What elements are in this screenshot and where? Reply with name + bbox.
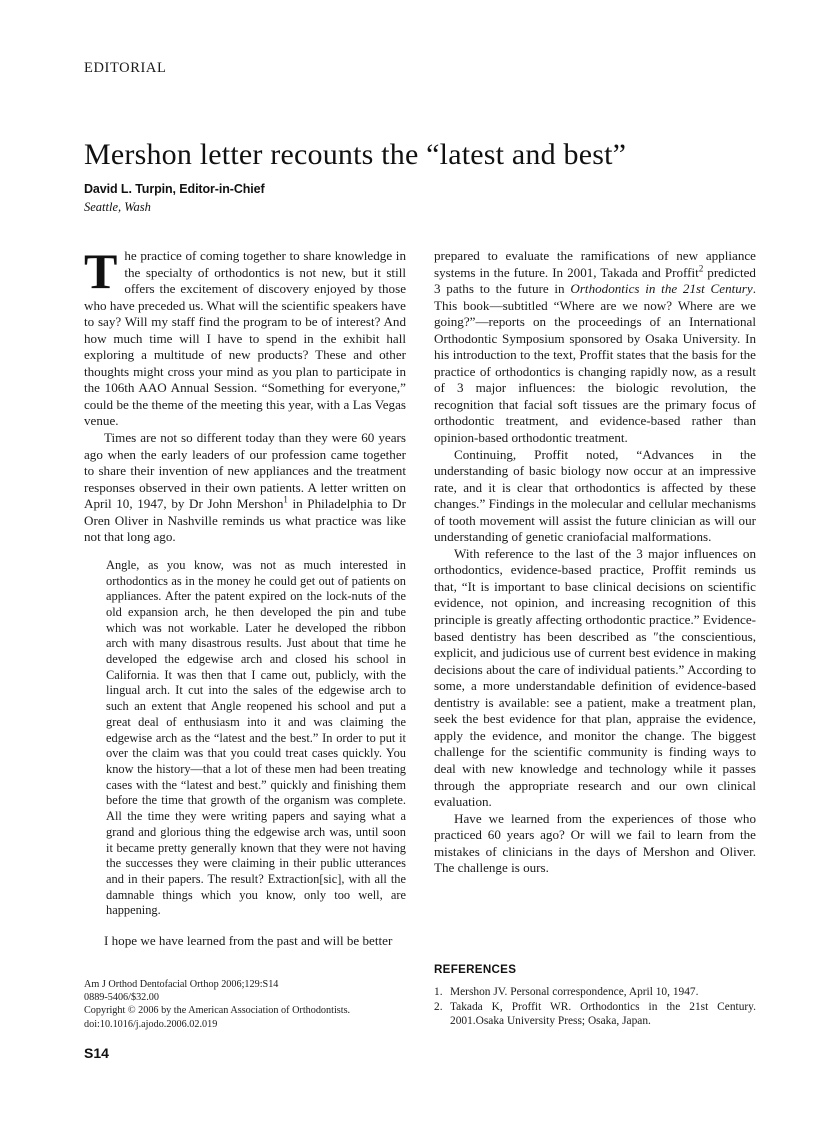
reference-text: Mershon JV. Personal correspondence, April 10, 1947.	[450, 986, 699, 998]
references-section	[434, 963, 756, 1029]
paragraph-opening-text: he practice of coming together to share knowledge in the specialty of orthodontics is not new, but it still offers the excitement of discovery enjoyed by those who have preceded us. What will the scientific speakers have to say? Will my staff find the program to be of interest? And how much time will I have to spend in the exhibit hall exploring a multitude of new products? These and other thoughts might cross your mind as you plan to participate in the 106th AAO Annual Session. “Something for everyone,” could be the theme of the meeting this year, with a Las Vegas venue.	[84, 248, 406, 429]
paragraph-prepared	[434, 248, 756, 447]
reference-number: 2.	[434, 1000, 443, 1013]
column-left	[84, 243, 406, 950]
paragraph-times-text-b: in Philadelphia to Dr Oren Oliver in Nashville reminds us what practice was like not that long ago.	[84, 496, 406, 545]
column-right	[434, 248, 756, 877]
reference-item	[434, 985, 756, 1000]
paragraph-prepared-text-b: predicted 3 paths to the future in	[434, 264, 756, 297]
paragraph-hope: I hope we have learned from the past and will be better	[104, 933, 393, 949]
blockquote-text: Angle, as you know, was not as much interested in orthodontics as in the money he could get out of patients on appliances. After the patent expired on the lock-nuts of the old expansion arch, he then developed the pin and tube which was not workable. Later he developed the ribbon arch with many disastrous results. Just about that time he developed the edgewise arch and closed his school in California. It was then that I came out, publicly, with the lingual arch. It cut into the sales of the edgewise arch to such an extent that Angle reopened his school and put a great deal of enthusiasm into it and was claiming the edgewise arch as the “latest and the best.” In order to put it over the claim was that you could treat cases quickly. You know the history—that a lot of these men had been treating cases with the “latest and best.” quickly and finishing them before the time that growth of the organism was complete. All the time they were writing papers and saying what a grand and glorious thing the edgewise arch was, until soon it became pretty generally known that they were not having the successes they were claiming in their public utterances and in their papers. The result? Extraction[sic], with all the damnable things which you know, only too well, are happening.	[106, 557, 406, 918]
paragraph-prepared-text-c: . This book—subtitled “Where are we now? Where are we going?”—reports on the proceedings of an International Orthodontic Symposium sponsored by Osaka University. In his introduction to the text, Proffit states that the basis for the practice of orthodontics is changing rapidly now, as a result of 3 major influences: the biologic revolution, the recognition that facial soft tissues are the primary focus of orthodontic treatment, and evidence-based rather than opinion-based orthodontic treatment.	[434, 281, 756, 446]
paragraph-prepared-text-a: prepared to evaluate the ramifications of new appliance systems in the future. In 2001, Takada and Proffit	[434, 248, 756, 280]
reference-item	[434, 1000, 756, 1029]
section-kicker: EDITORIAL	[84, 60, 167, 76]
reference-number: 1.	[434, 986, 443, 998]
paragraph-evidence-based: With reference to the last of the 3 major influences on orthodontics, evidence-based practice, Proffit reminds us that, “It is important to base clinical decisions on scientific evidence, not opinion, and increasing recognition of this principle is greatly affecting orthodontic practice.” Evidence-based dentistry has been described as ″the conscientious, explicit, and judicious use of current best evidence in making decisions about the care of individual patients.” According to some, a more understandable definition of evidence-based dentistry is available: see a patient, make a treatment plan, seek the best evidence for that plan, appraise the evidence, apply the evidence, and monitor the change. The biggest challenge for the scientific community is finding ways to deal with new knowledge and technology while it passes through the appropriate research and our own clinical evaluation.	[434, 545, 756, 810]
article-page	[84, 0, 755, 1122]
journal-citation-line: Am J Orthod Dentofacial Orthop 2006;129:S14	[84, 979, 279, 990]
author-affiliation: Seattle, Wash	[84, 200, 151, 214]
page-title: Mershon letter recounts the “latest and best”	[84, 138, 627, 172]
drop-cap: T	[84, 243, 118, 299]
page-number: S14	[84, 1045, 109, 1061]
author-byline: David L. Turpin, Editor-in-Chief	[84, 182, 265, 196]
paragraph-times	[84, 430, 406, 546]
reference-marker-2[interactable]: 2	[698, 263, 704, 274]
book-title-citation: Orthodontics in the 21st Century	[570, 281, 753, 297]
references-heading: REFERENCES	[434, 963, 517, 976]
reference-text: Takada K, Proffit WR. Orthodontics in the 21st Century. 2001.Osaka University Press; Osaka, Japan.	[450, 1000, 756, 1028]
reference-marker-1[interactable]: 1	[283, 494, 288, 505]
journal-footnote	[84, 978, 414, 1031]
paragraph-continuing: Continuing, Proffit noted, “Advances in the understanding of basic biology now occur at an impressive rate, and it is clear that orthodontics is affected by these changes.” Findings in the molecular and cellular mechanisms of tooth movement will assist the future clinician as will our understanding of genetic craniofacial malformations.	[434, 446, 756, 545]
paragraph-times-text-a: Times are not so different today than they were 60 years ago when the early leaders of our profession came together to share their invention of new appliances and the treatment responses observed in their own patients. A letter written on April 10, 1947, by Dr John Mershon	[84, 430, 406, 512]
issn-price-line: 0889-5406/$32.00	[84, 992, 159, 1004]
blockquote-mershon-letter	[84, 558, 406, 919]
paragraph-opening	[84, 243, 406, 430]
doi-line: doi:10.1016/j.ajodo.2006.02.019	[84, 1018, 218, 1030]
paragraph-conclusion: Have we learned from the experiences of those who practiced 60 years ago? Or will we fail to learn from the mistakes of clinicians in the days of Mershon and Oliver. The challenge is ours.	[434, 810, 756, 876]
copyright-line: Copyright © 2006 by the American Association of Orthodontists.	[84, 1005, 351, 1017]
